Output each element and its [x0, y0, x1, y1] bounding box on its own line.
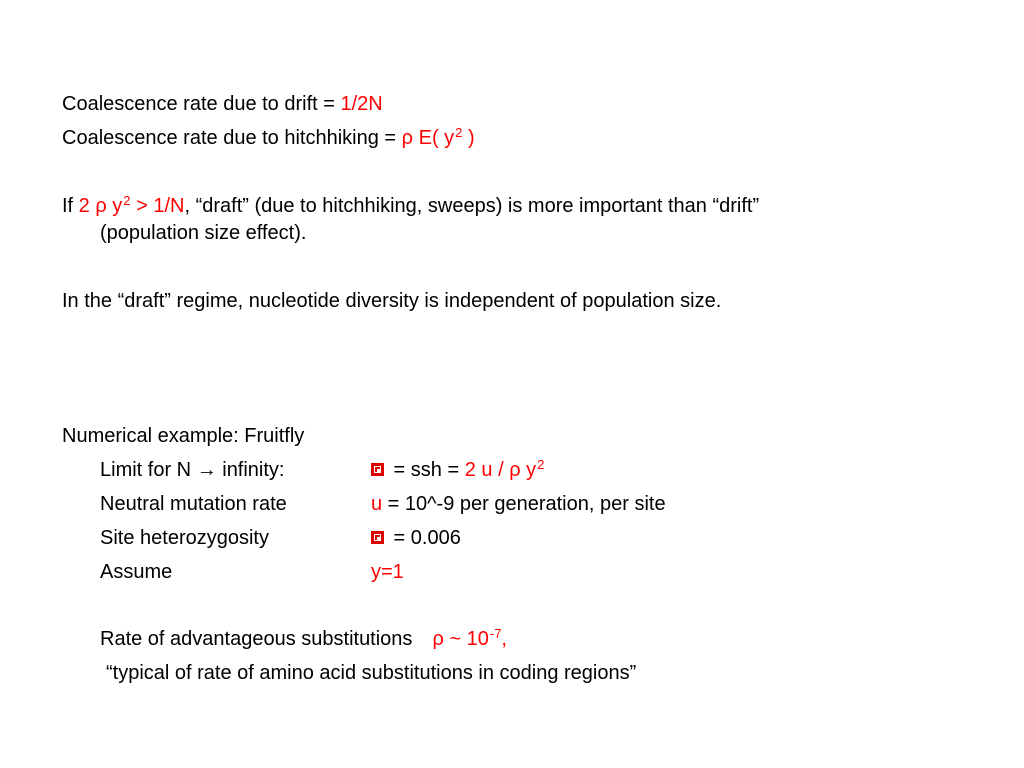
limit-formula-eq: = ssh = [388, 459, 465, 481]
limit-label-a: Limit for N [100, 459, 197, 481]
mutation-rate-var: u [371, 493, 383, 515]
limit-formula [371, 458, 544, 484]
draft-condition-line [62, 194, 759, 220]
condition-exponent: 2 [123, 193, 131, 208]
mutation-rate-label: Neutral mutation rate [100, 493, 287, 515]
limit-formula-exponent: 2 [537, 457, 545, 472]
assume-value: y=1 [371, 561, 404, 583]
limit-formula-expr: 2 u / ρ y [464, 459, 537, 481]
mutation-rate-value [371, 492, 666, 516]
site-heterozygosity-value [371, 526, 461, 550]
hitchhiking-rate-label: Coalescence rate due to hitchhiking = [62, 127, 402, 149]
red-square-box-icon [371, 531, 384, 544]
hitchhiking-rate-value [402, 127, 475, 149]
site-heterozygosity-text: = 0.006 [388, 527, 461, 549]
red-square-box-icon [371, 463, 384, 476]
hitchhiking-rate-line [62, 126, 475, 152]
condition-expression [79, 195, 185, 217]
condition-if: If [62, 195, 79, 217]
right-arrow-icon: → [196, 459, 217, 481]
draft-condition-continuation: (population size effect). [100, 222, 307, 244]
condition-expr-a: 2 ρ y [78, 195, 123, 217]
drift-rate-value: 1/2N [340, 93, 383, 115]
limit-label [100, 458, 285, 482]
hitchhiking-rate-expr: ρ E( y [401, 127, 455, 149]
draft-regime-statement: In the “draft” regime, nucleotide diversity is independent of population size. [62, 290, 722, 312]
condition-expr-b: > 1/N [130, 195, 185, 217]
drift-rate-label: Coalescence rate due to drift = [62, 93, 341, 115]
mutation-rate-text: = 10^-9 per generation, per site [382, 493, 666, 515]
advantageous-substitution-expr: ρ ~ 10 [432, 628, 489, 650]
limit-formula-value [465, 459, 545, 481]
advantageous-substitution-line [100, 627, 507, 653]
assume-label: Assume [100, 561, 173, 583]
limit-label-b: infinity: [216, 459, 285, 481]
advantageous-substitution-value [432, 628, 507, 650]
advantageous-substitution-suffix: , [501, 628, 507, 650]
drift-rate-line [62, 92, 383, 116]
typical-rate-quote: “typical of rate of amino acid substitutions in coding regions” [106, 662, 637, 684]
advantageous-substitution-label: Rate of advantageous substitutions [100, 628, 413, 650]
hitchhiking-rate-close: ) [462, 127, 475, 149]
condition-text: , “draft” (due to hitchhiking, sweeps) is more important than “drift” [184, 195, 760, 217]
numerical-example-header: Numerical example: Fruitfly [62, 425, 305, 447]
advantageous-substitution-exponent: -7 [489, 626, 502, 641]
hitchhiking-rate-exponent: 2 [455, 125, 463, 140]
site-heterozygosity-label: Site heterozygosity [100, 527, 269, 549]
